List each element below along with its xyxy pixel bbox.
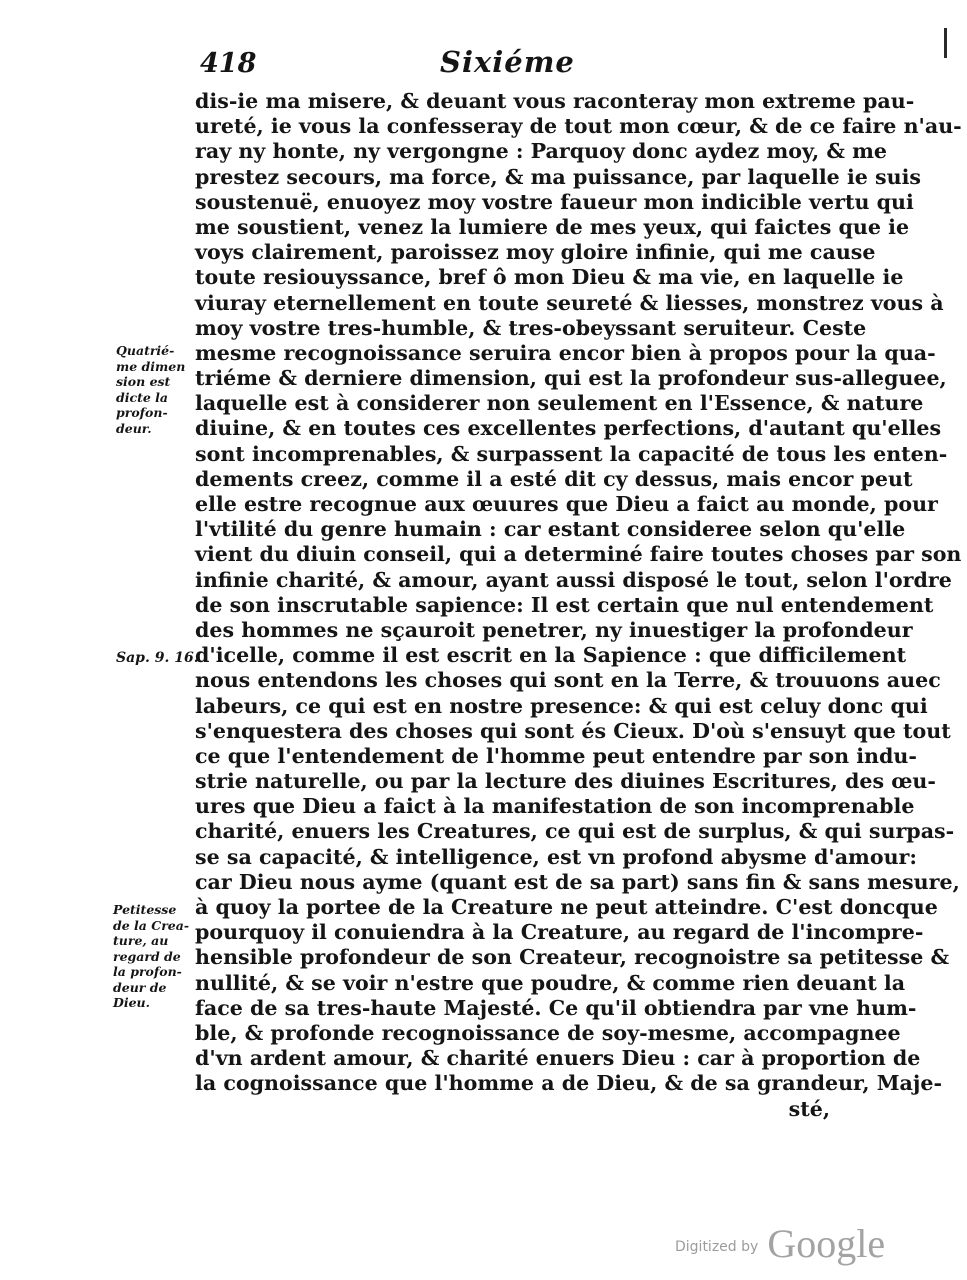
text-line: face de sa tres-haute Majesté. Ce qu'il obtiendra par vne hum-	[195, 995, 917, 1020]
text-line: la cognoissance que l'homme a de Dieu, & de sa grandeur, Maje-	[195, 1071, 942, 1096]
text-line: nullité, & se voir n'estre que poudre, & comme rien deuant la	[195, 970, 906, 995]
text-line: prestez secours, ma force, & ma puissance, par laquelle ie suis	[195, 164, 922, 189]
margin-note-line: de la Crea-	[113, 917, 190, 933]
margin-note-line: deur.	[116, 420, 152, 436]
text-line: à quoy la portee de la Creature ne peut atteindre. C'est doncque	[195, 895, 938, 919]
margin-note-line: me dimen	[116, 358, 186, 374]
text-line: se sa capacité, & intelligence, est vn profond abysme d'amour:	[195, 844, 917, 869]
margin-note-petitesse	[113, 902, 195, 1011]
text-line: labeurs, ce qui est en nostre presence: & qui est celuy donc qui	[195, 693, 928, 718]
text-line: viuray eternellement en toute seureté & liesses, monstrez vous à	[195, 290, 944, 315]
text-line: diuine, & en toutes ces excellentes perfections, d'autant qu'elles	[195, 416, 942, 441]
text-line: dis-ie ma misere, & deuant vous raconteray mon extreme pau-	[195, 89, 915, 113]
text-line: infinie charité, & amour, ayant aussi disposé le tout, selon l'ordre	[195, 567, 952, 592]
text-line: hensible profondeur de son Createur, recognoistre sa petitesse &	[195, 945, 950, 970]
margin-note-dimension	[116, 343, 196, 436]
text-line: triéme & derniere dimension, qui est la profondeur sus-alleguee,	[195, 366, 947, 391]
text-line: voys clairement, paroissez moy gloire infinie, qui me cause	[195, 240, 876, 265]
text-line: car Dieu nous ayme (quant est de sa part) sans fin & sans mesure,	[195, 869, 960, 894]
google-logo: Google	[767, 1221, 886, 1266]
text-line: sont incomprenables, & surpassent la capacité de tous les enten-	[195, 441, 948, 466]
text-line: s'enquestera des choses qui sont és Cieux. D'où s'ensuyt que tout	[195, 718, 951, 743]
text-line: strie naturelle, ou par la lecture des diuines Escritures, des œu-	[195, 769, 936, 794]
catchword: sté,	[788, 1096, 830, 1121]
text-line: l'vtilité du genre humain : car estant consideree selon qu'elle	[195, 517, 906, 542]
text-line: charité, enuers les Creatures, ce qui est de surplus, & qui surpas-	[195, 819, 955, 844]
text-line: ble, & profonde recognoissance de soy-mesme, accompagnee	[195, 1020, 901, 1045]
text-line: d'icelle, comme il est escrit en la Sapience : que difficilement	[195, 643, 907, 668]
text-line: ray ny honte, ny vergongne : Parquoy donc aydez moy, & me	[195, 139, 888, 164]
text-line: ureté, ie vous la confesseray de tout mon cœur, & de ce faire n'au-	[195, 114, 962, 139]
margin-note-line: la profon-	[113, 964, 182, 979]
text-line: des hommes ne sçauroit penetrer, ny inuestiger la profondeur	[195, 617, 913, 642]
margin-note-line: dicte la	[116, 389, 169, 405]
text-line: de son inscrutable sapience: Il est certain que nul entendement	[195, 592, 934, 617]
margin-note-line: regard de	[113, 948, 181, 964]
text-line: ures que Dieu a faict à la manifestation de son incomprenable	[195, 794, 915, 819]
margin-note-line: Petitesse	[113, 902, 177, 917]
text-line: soustenuë, enuoyez moy vostre faueur mon indicible vertu qui	[195, 189, 914, 214]
text-line: laquelle est à considerer non seulement en l'Essence, & nature	[195, 391, 924, 416]
text-line: dements creez, comme il a esté dit cy dessus, mais encor peut	[195, 466, 913, 491]
text-line: me soustient, venez la lumiere de mes yeux, qui faictes que ie	[195, 214, 910, 239]
margin-note-line: Quatrié-	[116, 343, 175, 358]
text-line: moy vostre tres-humble, & tres-obeyssant seruiteur. Ceste	[195, 315, 867, 340]
text-line: toute resiouyssance, bref ô mon Dieu & ma vie, en laquelle ie	[195, 265, 904, 290]
page-edge-mark	[944, 28, 947, 58]
margin-note-line: deur de	[113, 979, 167, 995]
margin-note-line: Sap. 9. 16.	[116, 650, 199, 666]
running-head: Sixiéme	[440, 45, 575, 79]
margin-note-line: Dieu.	[113, 995, 150, 1010]
margin-note-line: ture, au	[113, 933, 169, 948]
digitized-watermark	[675, 1220, 885, 1267]
margin-note-line: sion est	[116, 374, 171, 389]
page-number: 418	[200, 48, 257, 79]
text-line: elle estre recognue aux œuures que Dieu a faict au monde, pour	[195, 492, 938, 516]
text-line: nous entendons les choses qui sont en la Terre, & trouuons auec	[195, 668, 941, 693]
text-line: vient du diuin conseil, qui a determiné faire toutes choses par son	[195, 542, 962, 567]
text-line: ce que l'entendement de l'homme peut entendre par son indu-	[195, 743, 917, 768]
text-line: pourquoy il conuiendra à la Creature, au regard de l'incompre-	[195, 920, 924, 945]
margin-note-line: profon-	[116, 405, 168, 420]
margin-note-citation	[116, 651, 199, 667]
body-text	[195, 89, 962, 1122]
digitized-by-label: Digitized by	[675, 1239, 759, 1255]
text-line: mesme recognoissance seruira encor bien à propos pour la qua-	[195, 340, 936, 365]
text-line: d'vn ardent amour, & charité enuers Dieu : car à proportion de	[195, 1046, 921, 1071]
